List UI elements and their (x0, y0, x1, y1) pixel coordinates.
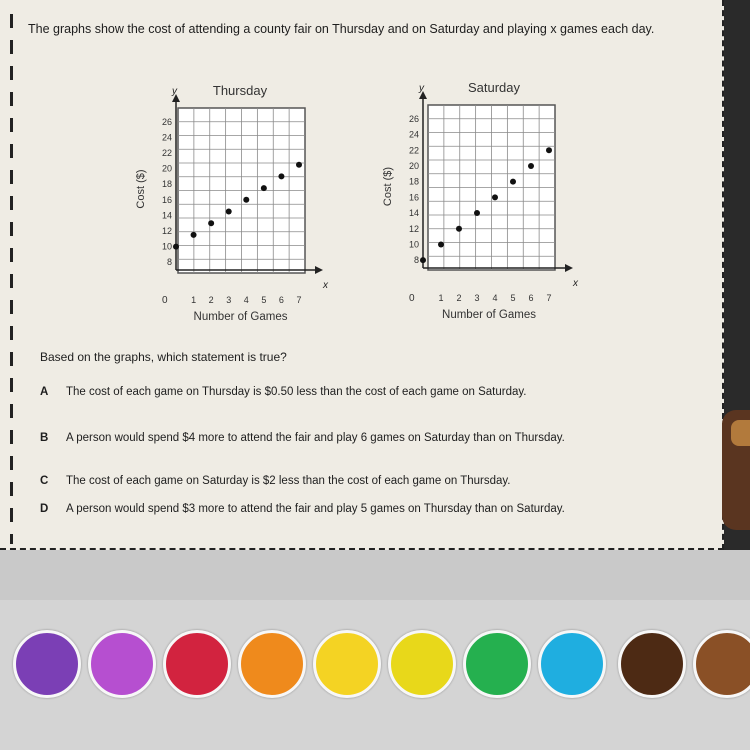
y-tick-label: 20 (408, 160, 419, 171)
choice-letter: D (40, 503, 49, 515)
y-tick-label: 22 (408, 145, 419, 156)
charts-canvas (0, 0, 722, 340)
palette-divider (0, 550, 750, 600)
y-tick-label: 20 (161, 163, 172, 174)
swatch-green[interactable] (463, 630, 531, 698)
y-tick-label: 10 (408, 239, 419, 250)
swatch-purple[interactable] (13, 630, 81, 698)
x-tick-label: 1 (438, 293, 444, 303)
swatch-yellow[interactable] (388, 630, 456, 698)
y-axis-label: Cost ($) (135, 169, 147, 209)
y-tick-label: 18 (161, 179, 172, 190)
x-tick-label: 4 (492, 293, 498, 303)
data-point (528, 163, 534, 169)
intro-text: The graphs show the cost of attending a county fair on Thursday and on Saturday and playing x games each day. (28, 22, 655, 36)
choice-b[interactable] (40, 432, 680, 445)
y-tick-label: 16 (161, 194, 172, 205)
data-point (278, 173, 284, 179)
choice-text: The cost of each game on Saturday is $2 less than the cost of each game on Thursday. (66, 475, 511, 487)
x-axis-label: Number of Games (442, 309, 536, 321)
y-tick-label: 14 (161, 210, 172, 221)
x-axis-arrow (315, 266, 323, 274)
side-decoration-accent (731, 420, 750, 446)
swatch-orange[interactable] (238, 630, 306, 698)
swatch-red[interactable] (163, 630, 231, 698)
choice-text: The cost of each game on Thursday is $0.50 less than the cost of each game on Saturday. (66, 386, 527, 398)
y-tick-label: 8 (413, 255, 419, 266)
y-tick-label: 12 (161, 226, 172, 236)
y-tick-label: 22 (161, 148, 172, 158)
swatch-cyan[interactable] (538, 630, 606, 698)
choice-d[interactable] (40, 503, 680, 516)
data-point (173, 244, 179, 250)
data-point (510, 179, 516, 185)
swatch-light-yellow[interactable] (313, 630, 381, 698)
choice-letter: C (40, 475, 49, 487)
data-point (420, 257, 426, 263)
y-tick-label: 8 (166, 257, 172, 268)
data-point (438, 241, 444, 247)
x-tick-label: 7 (296, 295, 302, 305)
choice-text: A person would spend $4 more to attend the fair and play 6 games on Saturday than on Thursday. (66, 432, 565, 444)
x-tick-label: 6 (278, 295, 284, 305)
swatch-magenta[interactable] (88, 630, 156, 698)
choice-c[interactable] (40, 475, 680, 488)
y-tick-label: 14 (408, 208, 419, 219)
x-axis-symbol: x (573, 278, 578, 289)
x-tick-label: 2 (208, 295, 214, 305)
data-point (243, 197, 249, 203)
x-tick-label: 3 (226, 295, 232, 305)
swatch-dark-brown[interactable] (618, 630, 686, 698)
y-axis-symbol: y (419, 83, 424, 94)
choice-text: A person would spend $3 more to attend the fair and play 5 games on Thursday than on Saturday. (66, 503, 565, 515)
y-tick-label: 16 (408, 192, 419, 203)
x-tick-label: 3 (474, 293, 480, 303)
origin-label: 0 (162, 295, 168, 306)
origin-label: 0 (409, 293, 415, 304)
x-tick-label: 1 (191, 295, 197, 305)
data-point (226, 209, 232, 215)
y-axis-label: Cost ($) (382, 166, 394, 207)
data-point (492, 194, 498, 200)
data-point (456, 226, 462, 232)
choice-a[interactable] (40, 386, 680, 399)
data-point (474, 210, 480, 216)
y-axis-symbol: y (172, 86, 177, 97)
x-tick-label: 6 (528, 293, 534, 303)
y-tick-label: 12 (408, 223, 419, 234)
y-tick-label: 18 (408, 176, 419, 187)
x-axis-label: Number of Games (193, 311, 288, 323)
chart-title: Saturday (467, 80, 521, 95)
x-axis-symbol: x (323, 280, 328, 291)
data-point (296, 162, 302, 168)
y-tick-label: 26 (408, 113, 419, 124)
color-palette-bar (0, 550, 750, 750)
y-tick-label: 24 (161, 132, 172, 143)
chart-title: Thursday (212, 83, 268, 98)
data-point (208, 220, 214, 226)
y-tick-label: 10 (161, 241, 172, 252)
x-tick-label: 5 (261, 295, 267, 305)
x-tick-label: 4 (243, 295, 249, 305)
x-tick-label: 5 (510, 293, 516, 303)
x-tick-label: 7 (546, 293, 552, 303)
choice-letter: B (40, 432, 49, 444)
question-text: Based on the graphs, which statement is true? (40, 350, 287, 364)
data-point (261, 185, 267, 191)
data-point (546, 147, 552, 153)
x-axis-arrow (565, 264, 573, 272)
data-point (191, 232, 197, 238)
choice-letter: A (40, 386, 49, 398)
x-tick-label: 2 (456, 293, 462, 303)
y-tick-label: 26 (161, 116, 172, 127)
swatch-brown[interactable] (693, 630, 750, 698)
y-tick-label: 24 (408, 129, 419, 140)
